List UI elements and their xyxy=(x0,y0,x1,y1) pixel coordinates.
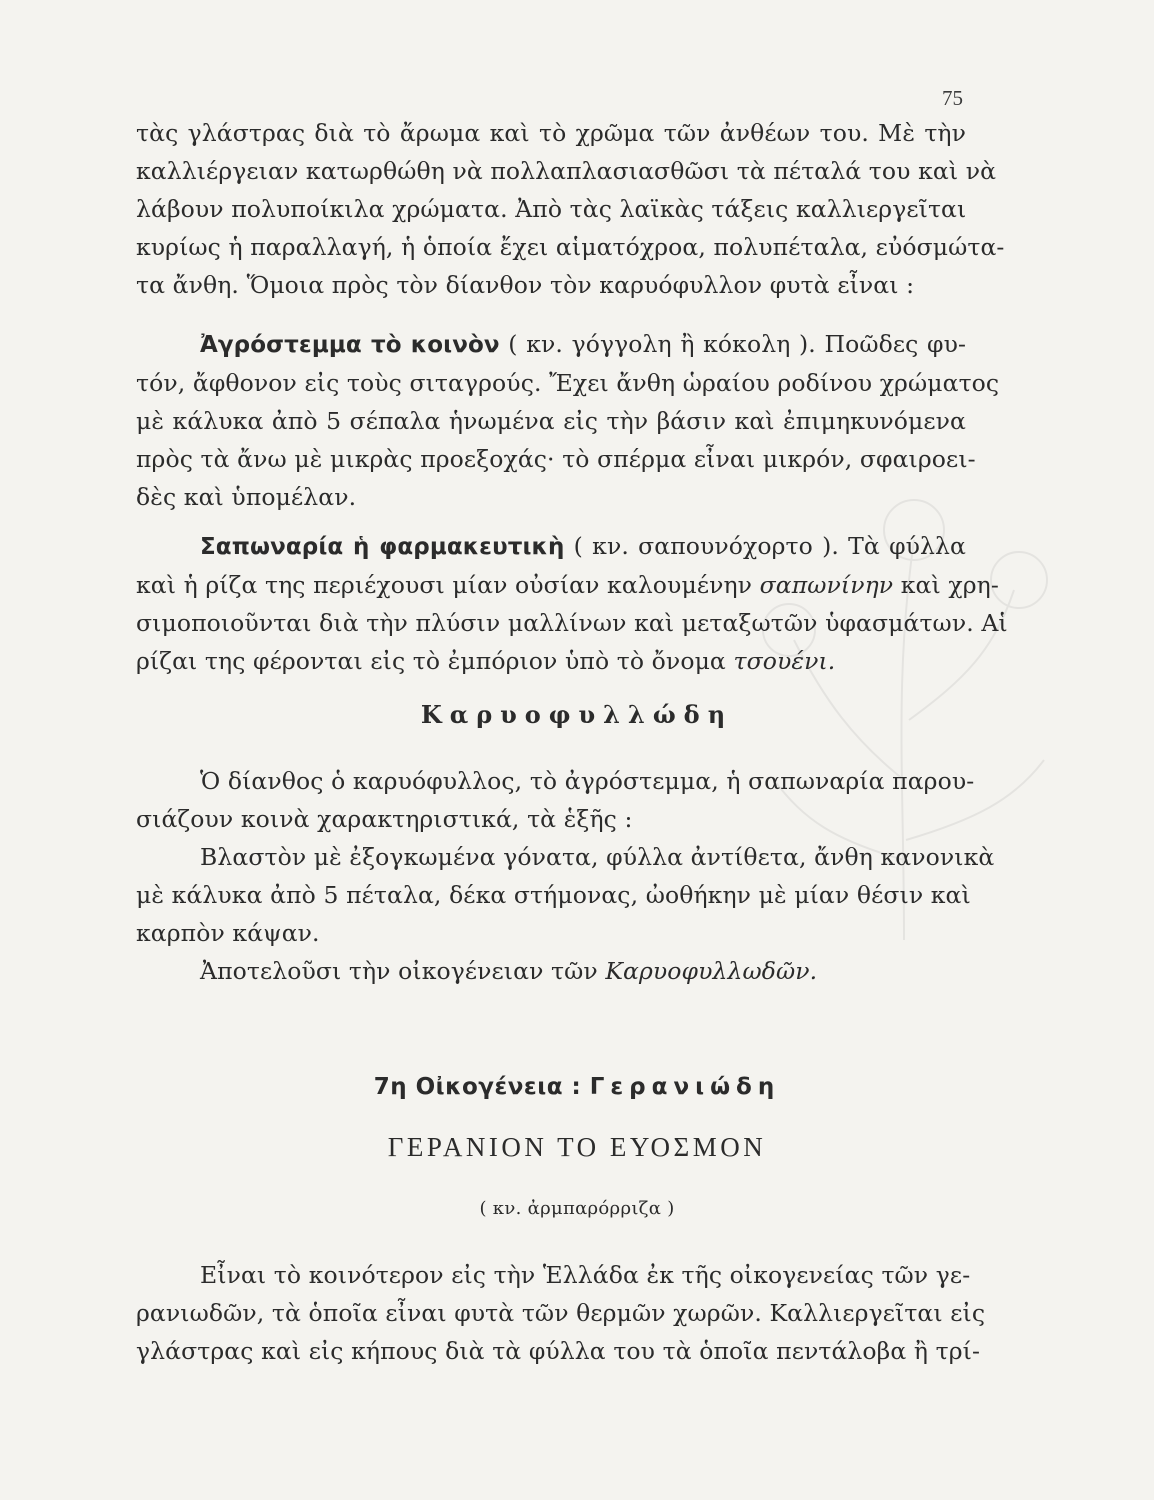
text-line: δὲς καὶ ὑπομέλαν. xyxy=(136,483,357,511)
text-line xyxy=(136,325,966,364)
text-line: μὲ κάλυκα ἀπὸ 5 πέταλα, δέκα στήμονας, ὠοθήκην μὲ μίαν θέσιν καὶ xyxy=(136,881,971,909)
term-saponin: σαπωνίνην xyxy=(759,571,894,599)
text-line: ρανιωδῶν, τὰ ὁποῖα εἶναι φυτὰ τῶν θερμῶν χωρῶν. Καλλιεργεῖται εἰς xyxy=(136,1299,986,1327)
family-number-label: 7η Οἰκογένεια : xyxy=(373,1074,590,1100)
paragraph-saponaria xyxy=(136,527,1008,680)
text-line: γλάστρας καὶ εἰς κήπους διὰ τὰ φύλλα του τὰ ὁποῖα πεντάλοβα ἢ τρί- xyxy=(136,1337,981,1365)
term-saponaria: Σαπωναρία ἡ φαρμακευτικὴ xyxy=(200,534,565,560)
text-line: καλλιέργειαν κατωρθώθη νὰ πολλαπλασιασθῶσι τὰ πέταλά του καὶ νὰ xyxy=(136,157,997,185)
term-caryophyllaceae: Καρυοφυλλωδῶν. xyxy=(605,957,818,985)
text-line xyxy=(136,952,966,990)
saponaria-text: καὶ χρη- xyxy=(893,571,999,599)
species-heading: ΓΕΡΑΝΙΟΝ ΤΟ ΕΥΟΣΜΟΝ xyxy=(387,1132,767,1162)
text-line xyxy=(136,566,999,604)
text-line: τόν, ἄφθονον εἰς τοὺς σιταγρούς. Ἔχει ἄνθη ὡραίου ροδίνου χρώματος xyxy=(136,369,1000,397)
saponaria-text: ρίζαι της φέρονται εἰς τὸ ἐμπόριον ὑπὸ τὸ ὄνομα xyxy=(136,647,734,675)
paragraph-geranium xyxy=(136,1256,986,1370)
saponaria-intro: ( κν. σαπουνόχορτο ). Τὰ φύλλα xyxy=(564,532,966,560)
saponaria-text: καὶ ἡ ρίζα της περιέχουσι μίαν οὐσίαν καλουμένην xyxy=(136,571,760,599)
text-line: μὲ κάλυκα ἀπὸ 5 σέπαλα ἡνωμένα εἰς τὴν βάσιν καὶ ἐπιμηκυνόμενα xyxy=(136,407,966,435)
family-name: Γερανιώδη xyxy=(589,1074,781,1100)
text-line: πρὸς τὰ ἄνω μὲ μικρὰς προεξοχάς· τὸ σπέρμα εἶναι μικρόν, σφαιροει- xyxy=(136,445,976,473)
text-line: Εἶναι τὸ κοινότερον εἰς τὴν Ἑλλάδα ἐκ τῆς οἰκογενείας τῶν γε- xyxy=(200,1261,971,1289)
family-text: Ἀποτελοῦσι τὴν οἰκογένειαν τῶν xyxy=(200,957,606,985)
agrostemma-intro: ( κν. γόγγολη ἢ κόκολη ). Ποῶδες φυ- xyxy=(499,330,967,358)
term-agrostemma: Ἀγρόστεμμα τὸ κοινὸν xyxy=(200,332,500,358)
text-line: καρπὸν κάψαν. xyxy=(136,919,320,947)
text-line: Ὁ δίανθος ὁ καρυόφυλλος, τὸ ἀγρόστεμμα, ἡ σαπωναρία παρου- xyxy=(200,767,975,795)
paragraph-dianthus-continued xyxy=(136,114,1005,304)
page-number: 75 xyxy=(942,86,963,110)
term-tsoueni: τσουένι. xyxy=(733,647,836,675)
family-heading xyxy=(0,1074,1154,1100)
section-heading-caryophyllode: Καρυοφυλλώδη xyxy=(420,700,734,729)
text-line: σιμοποιοῦνται διὰ τὴν πλύσιν μαλλίνων καὶ μεταξωτῶν ὑφασμάτων. Αἱ xyxy=(136,609,1008,637)
text-line: λάβουν πολυποίκιλα χρώματα. Ἀπὸ τὰς λαϊκὰς τάξεις καλλιεργεῖται xyxy=(136,195,967,223)
text-line xyxy=(136,642,966,680)
text-line: κυρίως ἡ παραλλαγή, ἡ ὁποία ἔχει αἱματόχροα, πολυπέταλα, εὐόσμώτα- xyxy=(136,233,1005,261)
paragraph-common-traits xyxy=(136,762,995,990)
paragraph-agrostemma xyxy=(136,325,1000,516)
text-line xyxy=(136,527,966,566)
text-line: τὰς γλάστρας διὰ τὸ ἄρωμα καὶ τὸ χρῶμα τῶν ἀνθέων του. Μὲ τὴν xyxy=(136,119,966,147)
text-line: σιάζουν κοινὰ χαρακτηριστικά, τὰ ἑξῆς : xyxy=(136,805,633,833)
species-common-name: ( κν. ἀρμπαρόρριζα ) xyxy=(479,1198,675,1219)
text-line: τα ἄνθη. Ὅμοια πρὸς τὸν δίανθον τὸν καρυόφυλλον φυτὰ εἶναι : xyxy=(136,271,915,299)
text-line: Βλαστὸν μὲ ἐξογκωμένα γόνατα, φύλλα ἀντίθετα, ἄνθη κανονικὰ xyxy=(200,843,995,871)
